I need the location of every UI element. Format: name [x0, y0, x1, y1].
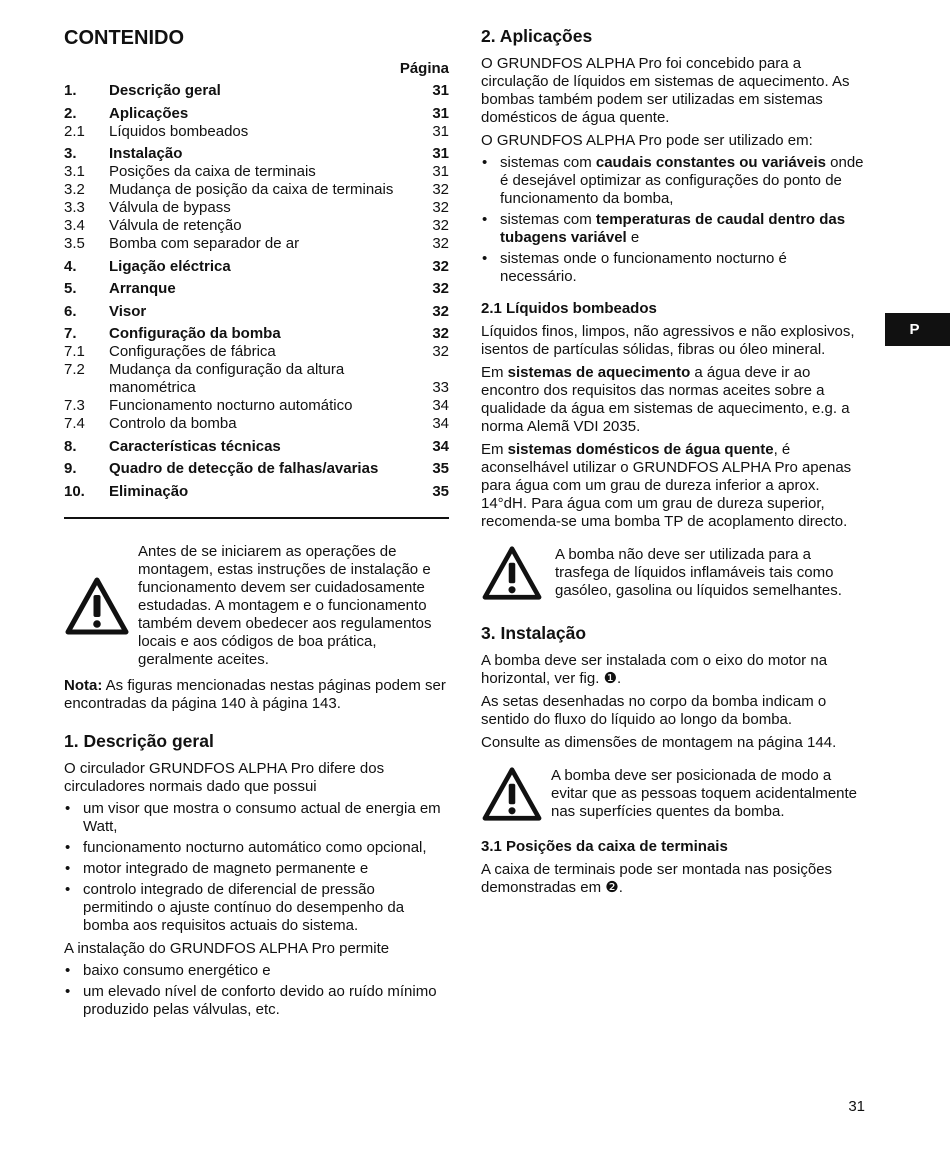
subsection-heading-2-1: 2.1 Líquidos bombeados [481, 300, 657, 317]
toc-title: Instalação [109, 145, 183, 162]
warning-text: A bomba deve ser posicionada de modo a evitar que as pessoas toquem acidentalmente nas superfícies quentes da bomba. [551, 767, 858, 820]
list-item: • sistemas com temperaturas de caudal dentro das tubagens variável e [481, 211, 866, 247]
toc-entry [64, 258, 449, 276]
toc-page: 32 [432, 235, 449, 252]
toc-page: 31 [432, 122, 449, 140]
toc-num: 2. [64, 104, 77, 122]
section3-p2: As setas desenhadas no corpo da bomba indicam o sentido do fluxo do líquido ao longo da bomba. [481, 693, 827, 728]
list-item: • motor integrado de magneto permanente e [64, 860, 449, 878]
list-item: • sistemas com caudais constantes ou variáveis onde é desejável optimizar as configurações do ponto de funcionamento da bomba, [481, 154, 866, 208]
warning-triangle-icon [481, 766, 551, 822]
toc-page: 34 [432, 415, 449, 432]
list-item: • sistemas onde o funcionamento nocturno é necessário. [481, 250, 866, 286]
toc-title: Eliminação [109, 482, 189, 500]
toc-entry [64, 280, 449, 298]
toc-title: Aplicações [109, 104, 189, 122]
list-item: • controlo integrado de diferencial de pressão permitindo o ajuste contínuo do desempenho da bomba aos requisitos actuais do sistema. [64, 881, 449, 935]
section2-p5: Em sistemas domésticos de água quente, é aconselhável utilizar o GRUNDFOS ALPHA Pro apenas para água com um grau de dureza inferior a aprox. 14°dH. Para água com um grau de dureza superior, recomenda-se uma bomba TP de acoplamento directo. [481, 441, 852, 530]
toc-num: 3.2 [64, 181, 85, 198]
toc-num: 7.1 [64, 343, 85, 360]
toc-title: Mudança de posição da caixa de terminais [109, 181, 394, 198]
toc-title: Válvula de retenção [109, 217, 242, 234]
note-paragraph [64, 677, 449, 713]
warning-text: Antes de se iniciarem as operações de montagem, estas instruções de instalação e funcionamento devem ser cuidadosamente estudadas. A montagem e o funcionamento também devem obedecer aos regulamentos locais e aos códigos de boa prática, geralmente aceites. [138, 542, 432, 668]
toc-num: 5. [64, 280, 77, 297]
toc-title: Características técnicas [109, 437, 281, 455]
toc-entry [64, 181, 449, 199]
toc-num: 6. [64, 302, 77, 320]
section3-p3: Consulte as dimensões de montagem na página 144. [481, 734, 837, 751]
toc-page: 32 [432, 325, 449, 342]
toc-title: CONTENIDO [64, 27, 184, 49]
warning-triangle-icon [64, 576, 138, 636]
toc-page-label: Página [399, 60, 449, 77]
toc-title: Bomba com separador de ar [109, 235, 300, 252]
toc-num: 7. [64, 325, 77, 342]
section1-bullets2 [64, 962, 449, 1019]
toc-page: 31 [432, 104, 449, 122]
toc-entry [64, 217, 449, 235]
toc-entry [64, 303, 449, 321]
toc-title: Válvula de bypass [109, 199, 231, 216]
warning-box [481, 545, 866, 601]
toc-page: 32 [432, 217, 449, 234]
section2-p4: Em sistemas de aquecimento a água deve ir ao encontro dos requisitos das normas aceites sobre a qualidade da água em sistemas de aquecimento, e.g. a norma Alemã VDI 2035. [481, 364, 850, 435]
toc-title: Arranque [109, 280, 176, 297]
toc-entry [64, 483, 449, 501]
list-item: • um visor que mostra o consumo actual de energia em Watt, [64, 800, 449, 836]
toc-entry [64, 235, 449, 253]
section3-p1: A bomba deve ser instalada com o eixo do motor na horizontal, ver fig. ❶. [481, 652, 828, 687]
warning-triangle-icon [481, 545, 555, 601]
section3-p4: A caixa de terminais pode ser montada nas posições demonstradas em ❷. [481, 861, 833, 896]
toc-page: 31 [432, 82, 449, 99]
toc-entry [64, 415, 449, 433]
toc-title: Posições da caixa de terminais [109, 163, 316, 180]
list-item: • um elevado nível de conforto devido ao ruído mínimo produzido pelas válvulas, etc. [64, 983, 449, 1019]
figure-ref-2: ❷ [605, 879, 619, 896]
section1-intro2: A instalação do GRUNDFOS ALPHA Pro permite [64, 939, 390, 957]
toc-page: 32 [432, 181, 449, 198]
toc-entry [64, 361, 449, 397]
toc-num: 3.1 [64, 163, 85, 180]
left-column [64, 26, 449, 1019]
toc-entry [64, 438, 449, 456]
list-item: • funcionamento nocturno automático como opcional, [64, 839, 449, 857]
figure-ref-1: ❶ [603, 670, 618, 687]
section2-p1: O GRUNDFOS ALPHA Pro foi concebido para a circulação de líquidos em sistemas de aquecimento. As bombas também podem ser utilizadas em sistemas domésticos de água quente. [481, 55, 850, 126]
toc-num: 2.1 [64, 122, 85, 140]
section2-bullets [481, 154, 866, 286]
toc-num: 10. [64, 482, 85, 500]
toc-entry [64, 460, 449, 478]
toc-title: Controlo da bomba [109, 415, 237, 432]
toc-entry [64, 343, 449, 361]
toc-title: Descrição geral [109, 82, 221, 99]
toc-title: Configuração da bomba [109, 325, 281, 342]
section-heading-2: 2. Aplicações [481, 26, 593, 46]
toc-entry [64, 123, 449, 141]
toc-title: Mudança da configuração da altura manométrica [109, 361, 345, 396]
section-heading-3: 3. Instalação [481, 623, 587, 643]
warning-text: A bomba não deve ser utilizada para a trasfega de líquidos inflamáveis tais como gasóleo, gasolina ou líquidos semelhantes. [555, 546, 842, 599]
table-of-contents [64, 82, 449, 501]
toc-num: 7.3 [64, 397, 85, 414]
toc-page: 34 [432, 437, 449, 455]
toc-page: 32 [432, 343, 449, 360]
list-item: • baixo consumo energético e [64, 962, 449, 980]
toc-title: Configurações de fábrica [109, 343, 276, 360]
toc-num: 7.2 [64, 361, 85, 378]
section2-p3: Líquidos finos, limpos, não agressivos e não explosivos, isentos de partículas sólidas, fibras ou óleo mineral. [481, 323, 855, 358]
toc-entry [64, 199, 449, 217]
toc-num: 3. [64, 145, 77, 162]
toc-num: 9. [64, 460, 77, 477]
subsection-heading-3-1: 3.1 Posições da caixa de terminais [481, 838, 728, 855]
toc-num: 3.5 [64, 235, 85, 252]
toc-page: 31 [432, 145, 449, 162]
toc-title: Ligação eléctrica [109, 257, 231, 275]
toc-title: Quadro de detecção de falhas/avarias [109, 460, 379, 477]
toc-page: 32 [432, 280, 449, 297]
right-column [481, 26, 866, 897]
toc-page: 35 [432, 482, 449, 500]
toc-num: 4. [64, 257, 77, 275]
toc-num: 3.3 [64, 199, 85, 216]
section1-intro: O circulador GRUNDFOS ALPHA Pro difere dos circuladores normais dado que possui [64, 759, 385, 795]
note-text: As figuras mencionadas nestas páginas podem ser encontradas da página 140 à página 143. [64, 676, 446, 712]
toc-num: 3.4 [64, 217, 85, 234]
toc-page: 32 [432, 199, 449, 216]
toc-title: Funcionamento nocturno automático [109, 397, 353, 414]
warning-box [481, 766, 866, 822]
section2-p2: O GRUNDFOS ALPHA Pro pode ser utilizado em: [481, 132, 813, 149]
section1-bullets [64, 800, 449, 935]
toc-entry [64, 163, 449, 181]
toc-num: 7.4 [64, 415, 85, 432]
divider [64, 517, 449, 519]
toc-entry [64, 105, 449, 123]
toc-entry [64, 82, 449, 100]
toc-entry [64, 325, 449, 343]
toc-title: Líquidos bombeados [109, 122, 249, 140]
toc-page: 33 [432, 379, 449, 396]
toc-entry [64, 145, 449, 163]
toc-page: 31 [432, 163, 449, 180]
toc-page: 32 [432, 257, 449, 275]
note-label: Nota: [64, 676, 103, 694]
toc-title: Visor [109, 302, 147, 320]
toc-num: 8. [64, 437, 77, 455]
toc-page: 34 [432, 397, 449, 414]
warning-box [64, 543, 449, 669]
toc-page: 35 [432, 460, 449, 477]
toc-num: 1. [64, 82, 77, 99]
toc-page: 32 [432, 302, 449, 320]
page-number: 31 [848, 1098, 865, 1115]
section-heading-1: 1. Descrição geral [64, 730, 214, 751]
language-tab: P [885, 313, 950, 346]
toc-entry [64, 397, 449, 415]
